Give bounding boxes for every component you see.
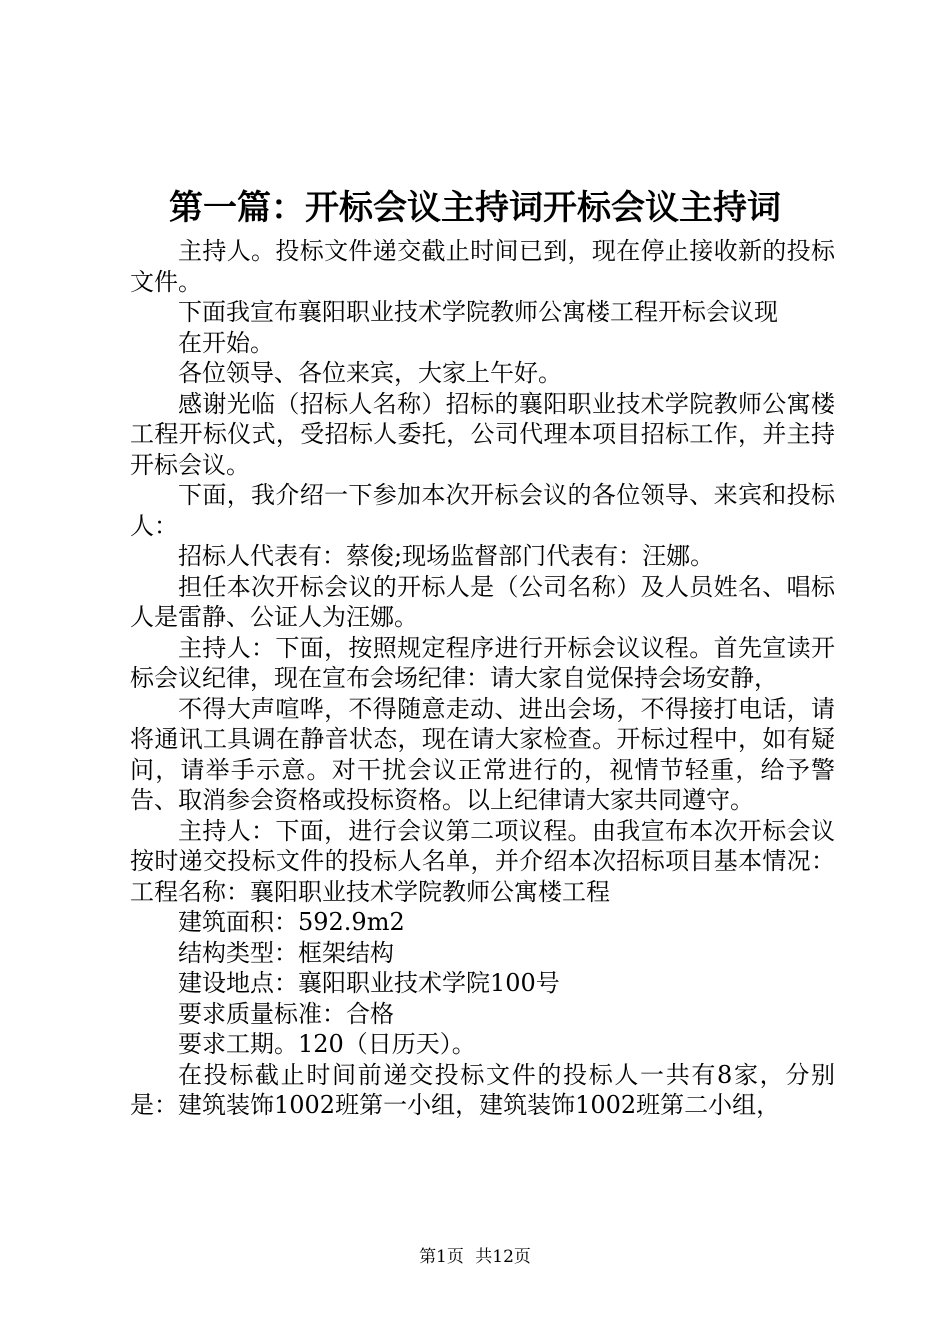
paragraph: 在开始。 <box>178 328 274 357</box>
document-body <box>130 236 835 1121</box>
paragraph: 感谢光临（招标人名称）招标的襄阳职业技术学院教师公寓楼工程开标仪式，受招标人委托，公司代理本项目招标工作，并主持开标会议。 <box>130 389 835 479</box>
paragraph: 建筑面积：592.9m2 <box>178 908 405 936</box>
page-number-total: 共12页 <box>475 1247 531 1267</box>
paragraph: 下面，我介绍一下参加本次开标会议的各位领导、来宾和投标人： <box>130 481 835 540</box>
paragraph: 担任本次开标会议的开标人是（公司名称）及人员姓名、唱标人是雷静、公证人为汪娜。 <box>130 572 835 631</box>
paragraph: 招标人代表有：蔡俊;现场监督部门代表有：汪娜。 <box>178 542 715 570</box>
paragraph: 主持人。投标文件递交截止时间已到，现在停止接收新的投标文件。 <box>130 237 835 296</box>
paragraph: 各位领导、各位来宾，大家上午好。 <box>178 359 562 387</box>
paragraph: 建设地点：襄阳职业技术学院100号 <box>178 969 560 997</box>
paragraph: 要求质量标准：合格 <box>178 999 394 1028</box>
paragraph: 在投标截止时间前递交投标文件的投标人一共有8家，分别是：建筑装饰1002班第一小组，建筑装饰1002班第二小组， <box>130 1060 835 1119</box>
paragraph: 不得大声喧哗，不得随意走动、进出会场，不得接打电话，请将通讯工具调在静音状态，现在请大家检查。开标过程中，如有疑问，请举手示意。对干扰会议正常进行的，视情节轻重，给予警告、取消参会资格或投标资格。以上纪律请大家共同遵守。 <box>130 694 835 814</box>
document-title: 第一篇：开标会议主持词开标会议主持词 <box>169 188 781 228</box>
page-footer <box>0 1246 950 1268</box>
paragraph: 结构类型：框架结构 <box>178 938 394 967</box>
paragraph: 下面我宣布襄阳职业技术学院教师公寓楼工程开标会议现 <box>178 298 778 326</box>
paragraph: 主持人：下面，进行会议第二项议程。由我宣布本次开标会议按时递交投标文件的投标人名单，并介绍本次招标项目基本情况：工程名称：襄阳职业技术学院教师公寓楼工程 <box>130 816 835 906</box>
paragraph: 要求工期。120（日历天）。 <box>178 1030 476 1058</box>
paragraph: 主持人：下面，按照规定程序进行开标会议议程。首先宣读开标会议纪律，现在宣布会场纪律：请大家自觉保持会场安静， <box>130 633 835 692</box>
page-number-current: 第1页 <box>419 1247 464 1267</box>
